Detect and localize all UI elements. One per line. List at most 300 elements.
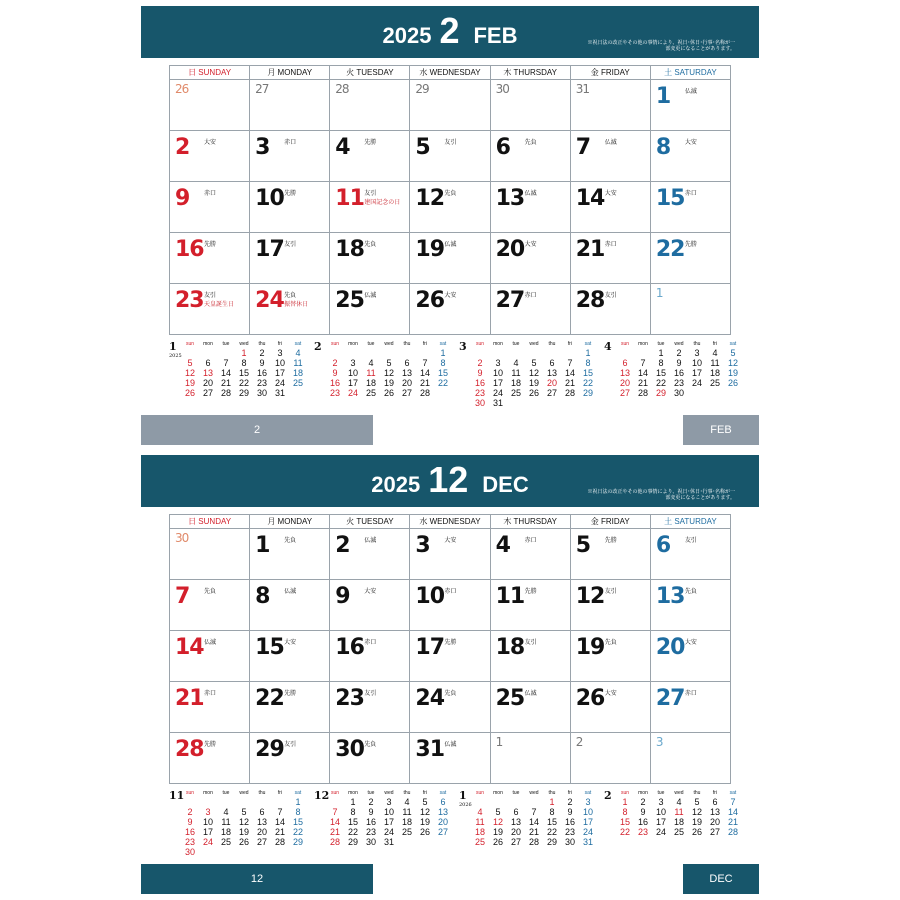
mini-day — [398, 837, 416, 847]
mini-day: 30 — [673, 388, 684, 398]
day-cell[interactable] — [650, 233, 730, 284]
mini-day: 4 — [404, 797, 410, 807]
day-cell[interactable] — [490, 233, 570, 284]
rokuyo-label: 大安 — [524, 242, 537, 248]
day-cell[interactable] — [170, 284, 250, 335]
mini-day: 8 — [549, 807, 555, 817]
mini-day: 21 — [274, 827, 285, 837]
day-cell[interactable] — [410, 131, 490, 182]
day-cell[interactable] — [570, 284, 650, 335]
day-number: 17 — [415, 635, 445, 660]
day-number: 1 — [255, 533, 270, 558]
day-cell[interactable] — [250, 80, 330, 131]
day-cell[interactable] — [490, 131, 570, 182]
rokuyo-label: 赤口 — [524, 538, 537, 544]
mini-day: 31 — [274, 388, 285, 398]
day-number: 15 — [655, 186, 685, 211]
day-cell[interactable] — [490, 284, 570, 335]
mini-day: 27 — [546, 388, 557, 398]
day-cell[interactable] — [650, 733, 730, 784]
day-cell[interactable] — [330, 631, 410, 682]
rokuyo-label: 大安 — [364, 589, 377, 595]
mini-month-label: 3 — [459, 340, 467, 353]
day-cell[interactable] — [650, 80, 730, 131]
mini-day: 29 — [238, 388, 249, 398]
mini-day: 12 — [419, 807, 430, 817]
mini-day: 23 — [184, 837, 195, 847]
rokuyo-label: 先負 — [604, 640, 617, 646]
rokuyo-label: 赤口 — [444, 589, 457, 595]
mini-day: 28 — [220, 388, 231, 398]
mini-day: 19 — [492, 827, 503, 837]
mini-day — [561, 348, 579, 358]
day-number: 23 — [175, 288, 204, 313]
mini-day: 1 — [658, 348, 664, 358]
rokuyo-label: 友引 — [604, 293, 617, 299]
day-cell[interactable] — [170, 529, 250, 580]
mini-day: 14 — [274, 817, 285, 827]
mini-day — [253, 797, 271, 807]
day-number: 12 — [575, 584, 605, 609]
day-number: 12 — [415, 186, 445, 211]
day-cell[interactable] — [490, 733, 570, 784]
rokuyo-label: 仏滅 — [444, 742, 457, 748]
rokuyo-label: 先負 — [444, 691, 457, 697]
weekday-header: 金 FRIDAY — [570, 515, 650, 529]
rokuyo-label: 先負 — [444, 191, 457, 197]
rokuyo-label: 友引 — [604, 589, 617, 595]
rokuyo-label: 友引 — [284, 242, 297, 248]
day-number: 15 — [255, 635, 284, 660]
day-cell[interactable] — [410, 80, 490, 131]
mini-day: 31 — [383, 837, 394, 847]
day-number: 22 — [655, 237, 685, 262]
mini-day: 13 — [510, 817, 521, 827]
mini-day: 22 — [655, 378, 666, 388]
day-cell[interactable] — [490, 631, 570, 682]
mini-day: 14 — [329, 817, 340, 827]
day-cell[interactable] — [410, 580, 490, 631]
rokuyo-label: 友引 — [444, 140, 457, 146]
mini-day: 5 — [495, 807, 501, 817]
rokuyo-label: 赤口 — [684, 191, 697, 197]
mini-day: 7 — [640, 358, 646, 368]
day-cell[interactable] — [170, 733, 250, 784]
mini-weekday: wed — [674, 790, 684, 796]
mini-day — [543, 398, 561, 408]
day-cell[interactable] — [250, 733, 330, 784]
mini-day: 19 — [238, 827, 249, 837]
mini-day: 16 — [673, 368, 684, 378]
rokuyo-label: 大安 — [284, 640, 297, 646]
weekday-header: 金 FRIDAY — [570, 66, 650, 80]
mini-day: 18 — [510, 378, 521, 388]
mini-day: 9 — [676, 358, 682, 368]
day-cell[interactable] — [330, 580, 410, 631]
mini-day: 9 — [332, 368, 338, 378]
mini-day: 24 — [582, 827, 593, 837]
rokuyo-label: 友引 建国記念の日 — [364, 191, 401, 206]
mini-calendar — [459, 340, 597, 414]
mini-day: 22 — [238, 378, 249, 388]
month-name: DEC — [482, 472, 529, 497]
rokuyo-label: 先勝 — [284, 691, 297, 697]
rokuyo-label: 先負 — [204, 589, 217, 595]
day-number: 31 — [415, 737, 445, 762]
mini-day: 19 — [691, 817, 702, 827]
mini-weekday: fri — [422, 790, 428, 796]
mini-day: 9 — [259, 358, 265, 368]
mini-day: 4 — [712, 348, 718, 358]
week-row — [170, 733, 731, 784]
day-cell[interactable] — [250, 631, 330, 682]
mini-month-label: 4 — [604, 340, 612, 353]
mini-day — [380, 348, 398, 358]
day-cell[interactable] — [330, 682, 410, 733]
mini-day: 18 — [709, 368, 720, 378]
day-cell[interactable] — [250, 682, 330, 733]
footer-month-name: DEC — [709, 873, 733, 885]
mini-day: 8 — [658, 358, 664, 368]
day-cell[interactable] — [570, 529, 650, 580]
mini-day: 10 — [492, 368, 503, 378]
mini-day: 26 — [383, 388, 394, 398]
day-cell[interactable] — [330, 182, 410, 233]
mini-day: 4 — [223, 807, 229, 817]
mini-day: 13 — [709, 807, 720, 817]
rokuyo-label: 赤口 — [604, 242, 617, 248]
day-number: 9 — [175, 186, 190, 211]
day-cell[interactable] — [650, 284, 730, 335]
mini-day — [724, 388, 742, 398]
mini-day: 10 — [347, 368, 358, 378]
mini-weekday: sun — [620, 790, 630, 796]
mini-day — [543, 348, 561, 358]
mini-day: 2 — [640, 797, 646, 807]
mini-day: 15 — [238, 368, 249, 378]
mini-day: 21 — [419, 378, 430, 388]
mini-day: 12 — [727, 358, 738, 368]
mini-day: 1 — [585, 348, 591, 358]
mini-day: 5 — [386, 358, 392, 368]
mini-weekday: wed — [239, 790, 249, 796]
mini-day — [434, 388, 452, 398]
day-cell[interactable] — [410, 733, 490, 784]
mini-weekday: tue — [222, 341, 230, 347]
mini-day: 18 — [401, 817, 412, 827]
day-cell[interactable] — [330, 529, 410, 580]
mini-day: 28 — [274, 837, 285, 847]
mini-day: 22 — [619, 827, 630, 837]
mini-day: 31 — [492, 398, 503, 408]
mini-weekday: tue — [367, 790, 375, 796]
day-cell[interactable] — [170, 131, 250, 182]
weekday-header: 日 SUNDAY — [170, 515, 250, 529]
day-cell[interactable] — [650, 631, 730, 682]
day-number: 9 — [335, 584, 350, 609]
day-cell[interactable] — [250, 529, 330, 580]
mini-day: 21 — [637, 378, 648, 388]
mini-day: 12 — [691, 807, 702, 817]
mini-month-label: 11 — [169, 789, 185, 802]
day-cell[interactable] — [490, 529, 570, 580]
mini-grid — [326, 340, 452, 398]
day-cell[interactable] — [570, 131, 650, 182]
mini-day: 12 — [184, 368, 195, 378]
day-cell[interactable] — [410, 284, 490, 335]
day-cell[interactable] — [650, 182, 730, 233]
day-cell[interactable] — [650, 682, 730, 733]
rokuyo-label: 大安 — [684, 640, 697, 646]
mini-day: 26 — [492, 837, 503, 847]
day-cell[interactable] — [410, 682, 490, 733]
mini-day: 20 — [510, 827, 521, 837]
rokuyo-label: 先負 振替休日 — [284, 293, 309, 308]
mini-day: 22 — [347, 827, 358, 837]
mini-weekday: sat — [439, 790, 447, 796]
day-cell[interactable] — [250, 580, 330, 631]
day-cell[interactable] — [570, 182, 650, 233]
mini-day: 19 — [419, 817, 430, 827]
day-number: 2 — [575, 735, 583, 749]
mini-grid — [181, 789, 307, 857]
rokuyo-label: 大安 — [604, 191, 617, 197]
day-number: 27 — [655, 686, 685, 711]
mini-weekday: mon — [638, 341, 648, 347]
mini-day: 16 — [365, 817, 376, 827]
day-number: 29 — [255, 737, 284, 762]
mini-day: 26 — [528, 388, 539, 398]
mini-day — [326, 797, 344, 807]
day-number: 20 — [655, 635, 685, 660]
day-number: 27 — [255, 82, 269, 96]
day-cell[interactable] — [330, 233, 410, 284]
mini-day: 11 — [221, 817, 231, 827]
day-cell[interactable] — [570, 580, 650, 631]
day-number: 3 — [415, 533, 430, 558]
mini-day — [525, 797, 543, 807]
month-grid — [169, 65, 731, 335]
day-cell[interactable] — [170, 682, 250, 733]
mini-day: 3 — [495, 358, 501, 368]
day-number: 1 — [495, 735, 503, 749]
mini-day: 28 — [727, 827, 738, 837]
mini-day: 1 — [350, 797, 356, 807]
mini-weekday: sat — [584, 341, 592, 347]
mini-weekday: sun — [475, 790, 485, 796]
day-cell[interactable] — [250, 131, 330, 182]
mini-day: 15 — [292, 817, 303, 827]
mini-weekday: fri — [712, 790, 718, 796]
day-cell[interactable] — [650, 131, 730, 182]
mini-day — [416, 837, 434, 847]
mini-day: 27 — [202, 388, 213, 398]
mini-weekday: mon — [203, 790, 213, 796]
mini-day: 27 — [401, 388, 412, 398]
mini-calendar — [314, 789, 452, 863]
day-cell[interactable] — [410, 631, 490, 682]
day-cell[interactable] — [490, 682, 570, 733]
day-cell[interactable] — [490, 80, 570, 131]
rokuyo-label: 赤口 — [204, 691, 217, 697]
mini-day: 3 — [386, 797, 392, 807]
day-number: 21 — [575, 237, 605, 262]
month-name: FEB — [473, 23, 518, 48]
mini-day — [471, 797, 489, 807]
day-number: 13 — [655, 584, 685, 609]
day-cell[interactable] — [170, 182, 250, 233]
day-cell[interactable] — [650, 580, 730, 631]
day-number: 4 — [335, 135, 350, 160]
day-number: 30 — [335, 737, 364, 762]
mini-day: 7 — [422, 358, 428, 368]
rokuyo-label: 先勝 — [444, 640, 457, 646]
mini-day: 25 — [220, 837, 231, 847]
day-number: 30 — [495, 82, 509, 96]
footer-month-number: 12 — [250, 873, 264, 885]
mini-month-label: 2 — [314, 340, 322, 353]
mini-day: 17 — [202, 827, 213, 837]
mini-day: 14 — [220, 368, 231, 378]
mini-day: 3 — [205, 807, 211, 817]
day-cell[interactable] — [170, 580, 250, 631]
day-number: 7 — [575, 135, 591, 160]
mini-day: 25 — [365, 388, 376, 398]
mini-day: 21 — [329, 827, 340, 837]
mini-day: 5 — [422, 797, 428, 807]
day-cell[interactable] — [570, 631, 650, 682]
day-cell[interactable] — [410, 182, 490, 233]
day-cell[interactable] — [330, 733, 410, 784]
mini-day: 10 — [691, 358, 702, 368]
mini-day: 21 — [220, 378, 231, 388]
mini-day: 12 — [383, 368, 394, 378]
mini-day: 2 — [567, 797, 573, 807]
day-cell[interactable] — [250, 233, 330, 284]
rokuyo-label: 仏滅 — [284, 589, 297, 595]
week-row — [170, 131, 731, 182]
day-cell[interactable] — [570, 80, 650, 131]
mini-day: 13 — [546, 368, 557, 378]
mini-day: 11 — [674, 807, 684, 817]
day-number: 6 — [495, 135, 510, 160]
mini-day: 30 — [184, 847, 195, 857]
mini-day — [235, 797, 253, 807]
day-cell[interactable] — [410, 529, 490, 580]
day-cell[interactable] — [250, 284, 330, 335]
holiday-name: 天皇誕生日 — [204, 302, 235, 308]
mini-weekday: sun — [330, 341, 340, 347]
day-cell[interactable] — [570, 733, 650, 784]
day-cell[interactable] — [650, 529, 730, 580]
mini-day: 8 — [622, 807, 628, 817]
mini-day: 23 — [673, 378, 684, 388]
calendar-page — [141, 6, 759, 446]
mini-day: 18 — [365, 378, 376, 388]
day-cell[interactable] — [170, 80, 250, 131]
day-number: 1 — [655, 84, 671, 109]
mini-year-label: 2026 — [459, 802, 472, 808]
mini-day: 29 — [292, 837, 303, 847]
day-cell[interactable] — [330, 284, 410, 335]
mini-day — [706, 388, 724, 398]
mini-weekday: wed — [529, 790, 539, 796]
mini-weekday: tue — [367, 341, 375, 347]
mini-weekday: sun — [475, 341, 485, 347]
rokuyo-label: 友引 — [364, 691, 377, 697]
mini-weekday: sat — [729, 341, 737, 347]
day-cell[interactable] — [570, 233, 650, 284]
mini-day: 29 — [655, 388, 666, 398]
mini-day: 15 — [437, 368, 448, 378]
day-cell[interactable] — [410, 233, 490, 284]
weekday-header: 土 SATURDAY — [650, 515, 730, 529]
day-cell[interactable] — [330, 80, 410, 131]
day-cell[interactable] — [170, 631, 250, 682]
mini-day: 19 — [727, 368, 738, 378]
mini-day: 25 — [474, 837, 485, 847]
mini-day: 16 — [329, 378, 340, 388]
mini-day: 16 — [256, 368, 267, 378]
mini-day: 21 — [727, 817, 738, 827]
rokuyo-label: 仏滅 — [524, 191, 537, 197]
mini-day: 20 — [437, 817, 448, 827]
mini-day — [271, 847, 289, 857]
mini-day: 3 — [585, 797, 591, 807]
mini-day: 22 — [437, 378, 448, 388]
day-cell[interactable] — [330, 131, 410, 182]
day-cell[interactable] — [250, 182, 330, 233]
day-cell[interactable] — [490, 182, 570, 233]
calendar-page — [141, 455, 759, 895]
mini-weekday: thu — [693, 790, 701, 796]
rokuyo-label: 先勝 — [524, 589, 537, 595]
mini-day — [507, 398, 525, 408]
day-number: 16 — [335, 635, 364, 660]
mini-day: 10 — [383, 807, 394, 817]
day-cell[interactable] — [570, 682, 650, 733]
day-number: 24 — [255, 288, 284, 313]
mini-day: 14 — [727, 807, 738, 817]
mini-calendar — [314, 340, 452, 414]
mini-day: 24 — [655, 827, 666, 837]
rokuyo-label: 仏滅 — [444, 242, 457, 248]
mini-day — [398, 348, 416, 358]
mini-weekday: tue — [512, 790, 520, 796]
mini-day: 20 — [709, 817, 720, 827]
rokuyo-label: 赤口 — [284, 140, 297, 146]
mini-day — [217, 348, 235, 358]
mini-day — [181, 797, 199, 807]
mini-weekday: tue — [222, 790, 230, 796]
day-number: 18 — [335, 237, 364, 262]
day-cell[interactable] — [490, 580, 570, 631]
mini-day — [217, 797, 235, 807]
day-number: 26 — [175, 82, 189, 96]
day-cell[interactable] — [170, 233, 250, 284]
day-number: 2 — [175, 135, 190, 160]
mini-day: 1 — [440, 348, 446, 358]
mini-day: 28 — [419, 388, 430, 398]
day-number: 22 — [255, 686, 284, 711]
mini-day: 20 — [256, 827, 267, 837]
mini-day: 28 — [528, 837, 539, 847]
mini-weekday: fri — [277, 341, 283, 347]
mini-weekday: fri — [422, 341, 428, 347]
mini-day: 12 — [528, 368, 539, 378]
mini-day: 2 — [259, 348, 265, 358]
mini-day: 18 — [292, 368, 303, 378]
